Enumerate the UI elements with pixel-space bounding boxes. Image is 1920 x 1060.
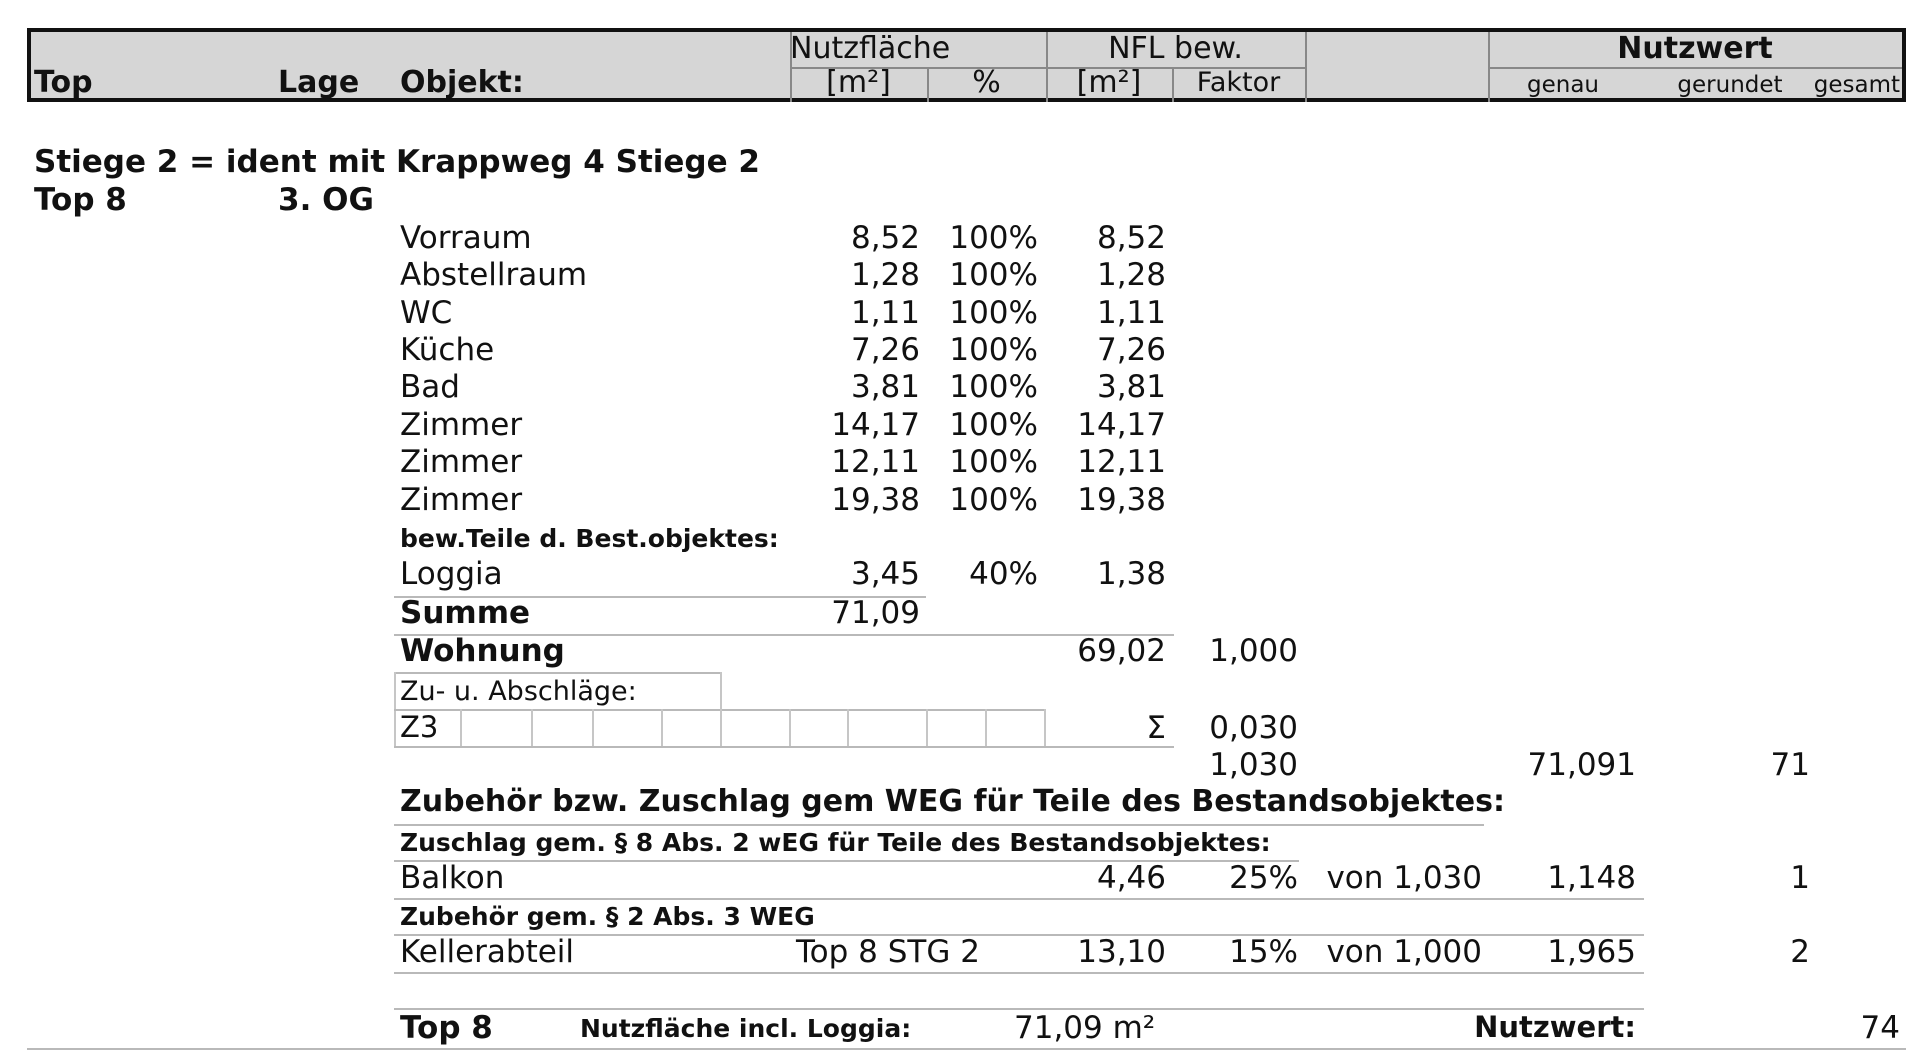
- keller-name: Kellerabteil: [400, 934, 575, 970]
- balkon-gerundet: 1: [1790, 860, 1810, 896]
- header-nutzflaeche: Nutzfläche: [790, 31, 951, 66]
- header-divider: [1488, 67, 1902, 69]
- footer-nutzwert-label: Nutzwert:: [1474, 1010, 1636, 1044]
- header-m2-b: [m²]: [1076, 65, 1142, 100]
- keller-faktor: 15%: [1229, 934, 1298, 970]
- room-pct: 100%: [949, 332, 1038, 368]
- keller-ort: Top 8 STG 2: [796, 934, 980, 970]
- room-area: 8,52: [850, 220, 920, 256]
- room-name: Zimmer: [400, 482, 523, 518]
- room-pct: 100%: [949, 220, 1038, 256]
- zuschlaege-value: 0,030: [1209, 710, 1298, 746]
- loggia-pct: 40%: [969, 556, 1038, 592]
- zuschlag-title: Zuschlag gem. § 8 Abs. 2 wEG für Teile des Bestandsobjektes:: [400, 828, 1271, 857]
- grid-line: [926, 709, 928, 748]
- header-lage: Lage: [278, 65, 360, 100]
- header-nfl-bew: NFL bew.: [1108, 31, 1243, 66]
- keller-gerundet: 2: [1790, 934, 1810, 970]
- grid-line: [720, 709, 722, 748]
- room-pct: 100%: [949, 444, 1038, 480]
- grid-line: [592, 709, 594, 748]
- footer-top: Top 8: [400, 1010, 493, 1046]
- header-top: Top: [34, 65, 93, 100]
- room-area: 3,81: [850, 369, 920, 405]
- grid-line: [394, 709, 1044, 711]
- room-nfl: 3,81: [1096, 369, 1166, 405]
- room-pct: 100%: [949, 407, 1038, 443]
- room-nfl: 12,11: [1077, 444, 1166, 480]
- footer-nfl-label: Nutzfläche incl. Loggia:: [580, 1014, 912, 1043]
- wohnung-label: Wohnung: [400, 633, 565, 669]
- total-faktor: 1,030: [1209, 747, 1298, 783]
- wohnung-faktor: 1,000: [1209, 633, 1298, 669]
- section-top: Top 8: [34, 182, 127, 218]
- room-nfl: 7,26: [1096, 332, 1166, 368]
- divider: [394, 972, 1644, 974]
- footer-nutzwert-value: 74: [1860, 1010, 1900, 1046]
- header-gesamt: gesamt: [1813, 72, 1900, 98]
- total-genau: 71,091: [1527, 747, 1636, 783]
- header-gerundet: gerundet: [1677, 72, 1783, 98]
- loggia-area: 3,45: [850, 556, 920, 592]
- grid-line: [985, 709, 987, 748]
- divider: [394, 898, 1644, 900]
- room-area: 7,26: [850, 332, 920, 368]
- divider: [394, 824, 1484, 826]
- sigma-symbol: Σ: [1146, 710, 1166, 746]
- header-objekt: Objekt:: [400, 65, 524, 100]
- balkon-faktor: 25%: [1229, 860, 1298, 896]
- zuschlaege-code: Z3: [400, 710, 439, 744]
- room-pct: 100%: [949, 369, 1038, 405]
- balkon-name: Balkon: [400, 860, 505, 896]
- grid-line: [460, 709, 462, 748]
- header-pct: %: [972, 65, 1001, 100]
- keller-von: von 1,000: [1326, 934, 1482, 970]
- room-area: 1,11: [850, 295, 920, 331]
- room-nfl: 1,28: [1096, 257, 1166, 293]
- room-name: Zimmer: [400, 407, 523, 443]
- section-lage: 3. OG: [278, 182, 374, 218]
- room-name: Küche: [400, 332, 495, 368]
- grid-line: [720, 672, 722, 710]
- zuschlaege-label: Zu- u. Abschläge:: [400, 676, 637, 707]
- room-name: Zimmer: [400, 444, 523, 480]
- section-title: Stiege 2 = ident mit Krappweg 4 Stiege 2: [34, 144, 760, 180]
- room-name: Vorraum: [400, 220, 532, 256]
- grid-line: [394, 746, 1174, 748]
- room-nfl: 8,52: [1096, 220, 1166, 256]
- total-gerundet: 71: [1770, 747, 1810, 783]
- grid-line: [847, 709, 849, 748]
- room-pct: 100%: [949, 257, 1038, 293]
- balkon-nfl: 4,46: [1096, 860, 1166, 896]
- footer-nfl-value: 71,09 m²: [1014, 1010, 1156, 1046]
- loggia-name: Loggia: [400, 556, 503, 592]
- zubehoer-title: Zubehör bzw. Zuschlag gem WEG für Teile des Bestandsobjektes:: [400, 784, 1505, 819]
- summe-value: 71,09: [831, 595, 920, 631]
- balkon-von: von 1,030: [1326, 860, 1482, 896]
- room-pct: 100%: [949, 295, 1038, 331]
- room-name: Abstellraum: [400, 257, 588, 293]
- room-pct: 100%: [949, 482, 1038, 518]
- room-name: WC: [400, 295, 453, 331]
- header-divider: [1305, 32, 1307, 102]
- bew-teile-label: bew.Teile d. Best.objektes:: [400, 524, 779, 553]
- keller-nfl: 13,10: [1077, 934, 1166, 970]
- header-faktor: Faktor: [1196, 67, 1281, 98]
- grid-line: [394, 672, 722, 674]
- grid-line: [1044, 709, 1046, 748]
- grid-line: [789, 709, 791, 748]
- balkon-genau: 1,148: [1547, 860, 1636, 896]
- keller-genau: 1,965: [1547, 934, 1636, 970]
- header-m2-a: [m²]: [826, 65, 891, 100]
- grid-line: [531, 709, 533, 748]
- room-area: 1,28: [850, 257, 920, 293]
- header-genau: genau: [1527, 72, 1599, 98]
- room-area: 19,38: [831, 482, 920, 518]
- room-name: Bad: [400, 369, 460, 405]
- zubehoer-sub: Zubehör gem. § 2 Abs. 3 WEG: [400, 902, 815, 931]
- loggia-nfl: 1,38: [1096, 556, 1166, 592]
- room-area: 14,17: [831, 407, 920, 443]
- summe-label: Summe: [400, 595, 531, 631]
- room-nfl: 19,38: [1077, 482, 1166, 518]
- grid-line: [661, 709, 663, 748]
- room-area: 12,11: [831, 444, 920, 480]
- room-nfl: 14,17: [1077, 407, 1166, 443]
- room-nfl: 1,11: [1096, 295, 1166, 331]
- footer-bottom-line: [27, 1048, 1906, 1050]
- wohnung-nfl: 69,02: [1077, 633, 1166, 669]
- header-nutzwert: Nutzwert: [1617, 31, 1773, 66]
